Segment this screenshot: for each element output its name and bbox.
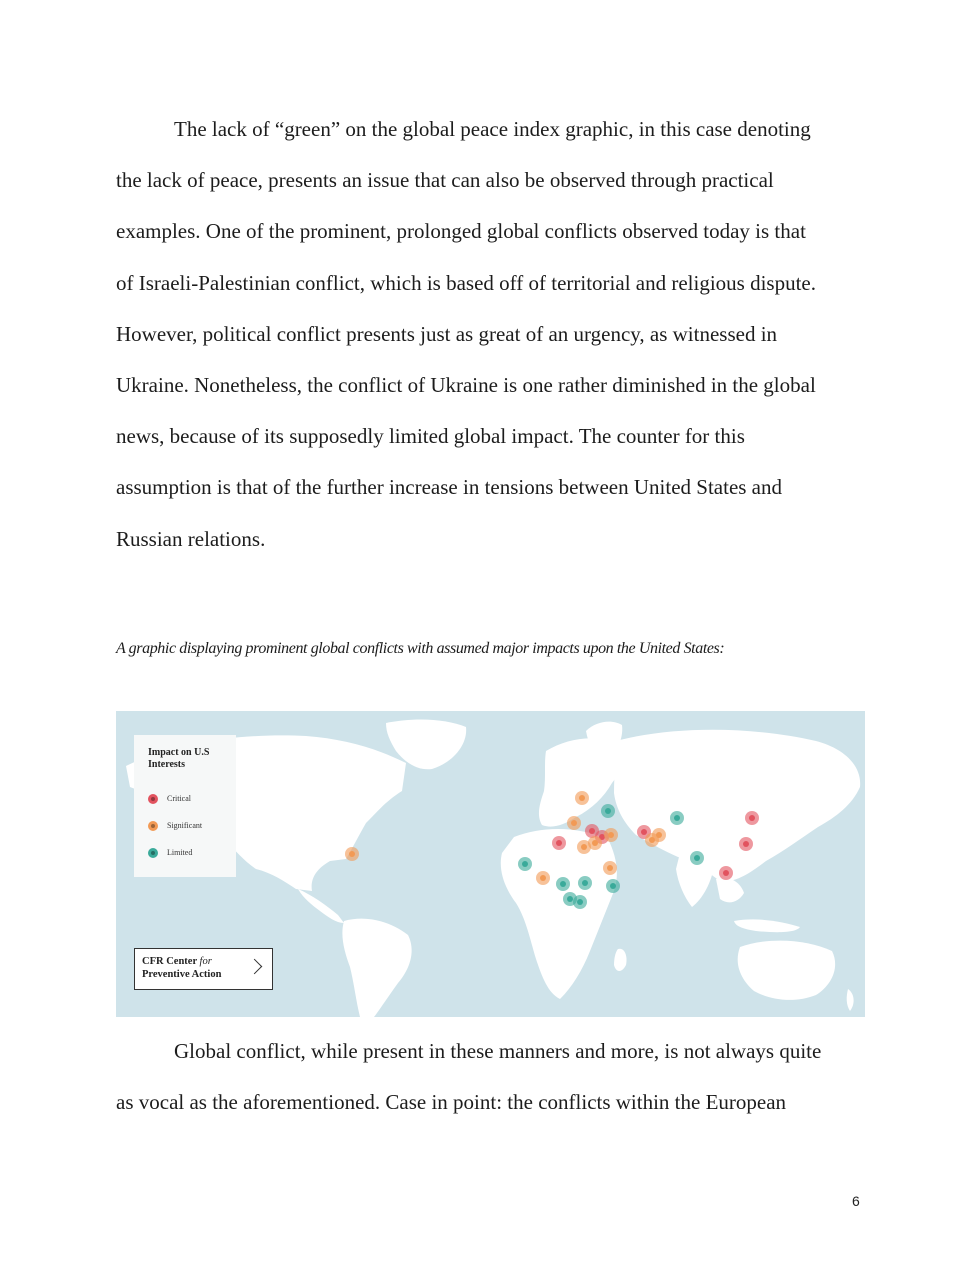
legend-label: Significant — [167, 821, 203, 830]
page-number: 6 — [852, 1193, 860, 1209]
paragraph-line: Global conflict, while present in these manners and more, is not always quite — [174, 1039, 822, 1063]
paragraph-line: The lack of “green” on the global peace index graphic, in this case denoting — [174, 117, 811, 141]
paragraph-2 — [116, 1026, 868, 1128]
cfr-for: for — [199, 956, 212, 967]
conflict-marker — [575, 791, 589, 805]
cfr-branding-button[interactable] — [134, 948, 273, 990]
legend-limited-icon — [148, 848, 158, 858]
paragraph-line: of Israeli-Palestinian conflict, which is based off of territorial and religious dispute. — [116, 270, 817, 295]
conflict-map — [116, 711, 865, 1017]
paragraph-line: Russian relations. — [116, 526, 266, 551]
conflict-marker — [578, 876, 592, 890]
conflict-marker — [670, 811, 684, 825]
conflict-marker — [604, 828, 618, 842]
paragraph-line: assumption is that of the further increase in tensions between United States and — [116, 475, 783, 500]
conflict-marker — [745, 811, 759, 825]
conflict-marker — [567, 816, 581, 830]
cfr-line1: CFR Center — [142, 956, 197, 967]
legend-critical-icon — [148, 794, 158, 804]
conflict-marker — [577, 840, 591, 854]
conflict-marker — [652, 828, 666, 842]
conflict-marker — [573, 895, 587, 909]
paragraph-line: However, political conflict presents just as great of an urgency, as witnessed in — [116, 321, 778, 346]
conflict-marker — [601, 804, 615, 818]
conflict-marker — [606, 879, 620, 893]
conflict-marker — [690, 851, 704, 865]
conflict-marker — [552, 836, 566, 850]
paragraph-line: examples. One of the prominent, prolonged global conflicts observed today is that — [116, 219, 806, 244]
paragraph-line: the lack of peace, presents an issue that can also be observed through practical — [116, 168, 774, 193]
paragraph-line: as vocal as the aforementioned. Case in point: the conflicts within the European — [116, 1090, 787, 1115]
legend-item-limited — [148, 839, 236, 866]
conflict-marker — [518, 857, 532, 871]
conflict-marker — [719, 866, 733, 880]
conflict-marker — [739, 837, 753, 851]
paragraph-1 — [116, 104, 868, 565]
legend-label: Limited — [167, 848, 193, 857]
paragraph-line: Ukraine. Nonetheless, the conflict of Ukraine is one rather diminished in the global — [116, 373, 816, 398]
conflict-marker — [603, 861, 617, 875]
legend-item-significant — [148, 812, 236, 839]
map-legend — [134, 735, 236, 877]
paragraph-line: news, because of its supposedly limited global impact. The counter for this — [116, 424, 745, 449]
legend-title: Impact on U.S Interests — [148, 747, 210, 770]
conflict-marker — [536, 871, 550, 885]
conflict-marker — [556, 877, 570, 891]
cfr-line2: Preventive Action — [142, 969, 222, 980]
legend-label: Critical — [167, 794, 191, 803]
legend-item-critical — [148, 785, 236, 812]
legend-significant-icon — [148, 821, 158, 831]
figure-caption: A graphic displaying prominent global conflicts with assumed major impacts upon the United States: — [116, 640, 725, 657]
conflict-marker — [345, 847, 359, 861]
